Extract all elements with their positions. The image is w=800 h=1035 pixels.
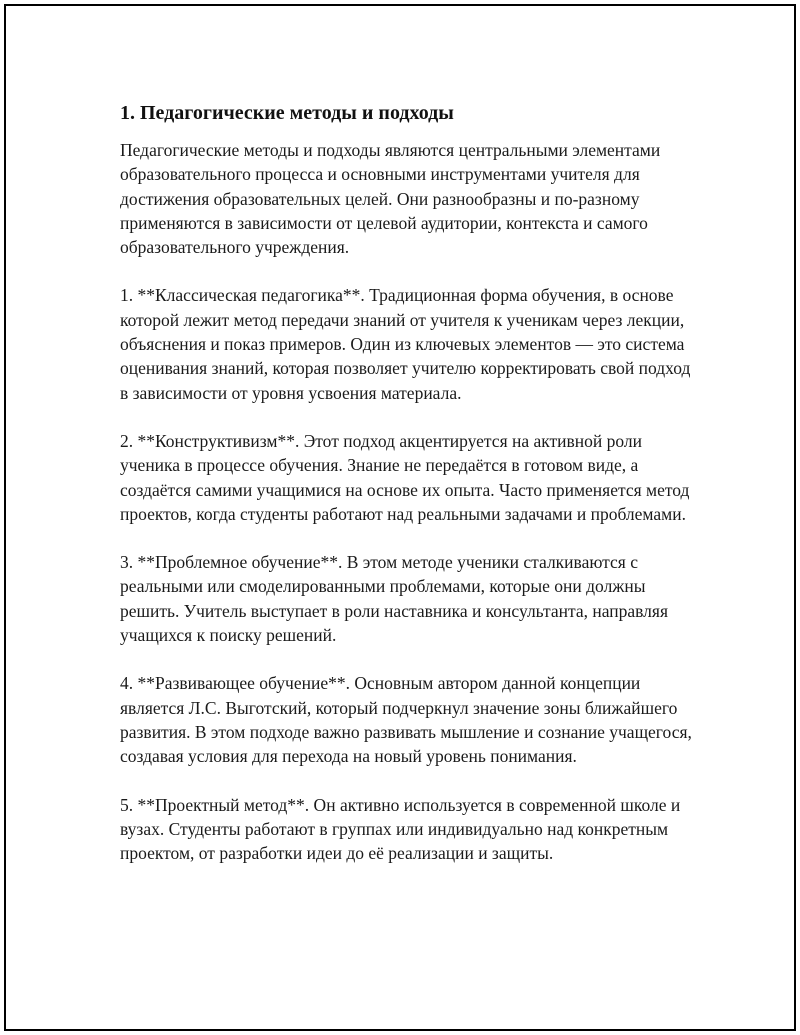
section-heading: 1. Педагогические методы и подходы — [120, 102, 454, 124]
paragraph-constructivism: 2. **Конструктивизм**. Этот подход акцентируется на активной роли ученика в процессе обучения. Знание не передаётся в готовом виде, а создаётся самими учащимися на основе их опыта. Часто применяется метод проектов, когда студенты работают над реальными задачами и проблемами. — [120, 430, 690, 524]
paragraph-classical-pedagogy: 1. **Классическая педагогика**. Традиционная форма обучения, в основе которой лежит метод передачи знаний от учителя к ученикам через лекции, объяснения и показ примеров. Один из ключевых элементов — это система оценивания знаний, которая позволяет учителю корректировать свой подход в зависимости от уровня усвоения материала. — [120, 285, 691, 403]
intro-paragraph: Педагогические методы и подходы являются центральными элементами образовательного процесса и основными инструментами учителя для достижения образовательных целей. Они разнообразны и по-разному применяются в зависимости от целевой аудитории, контекста и самого образовательного учреждения. — [120, 140, 661, 258]
paragraph-project-method: 5. **Проектный метод**. Он активно используется в современной школе и вузах. Студенты работают в группах или индивидуально над конкретным проектом, от разработки идеи до её реализации и защиты. — [120, 794, 681, 864]
document-page — [4, 4, 796, 1031]
document-body — [120, 100, 700, 889]
paragraph-developmental-learning: 4. **Развивающее обучение**. Основным автором данной концепции является Л.С. Выготский, который подчеркнул значение зоны ближайшего развития. В этом подходе важно развивать мышление и сознание учащегося, создавая условия для перехода на новый уровень понимания. — [120, 673, 692, 767]
paragraph-problem-based-learning: 3. **Проблемное обучение**. В этом методе ученики сталкиваются с реальными или смоделированными проблемами, которые они должны решить. Учитель выступает в роли наставника и консультанта, направляя учащихся к поиску решений. — [120, 552, 669, 646]
